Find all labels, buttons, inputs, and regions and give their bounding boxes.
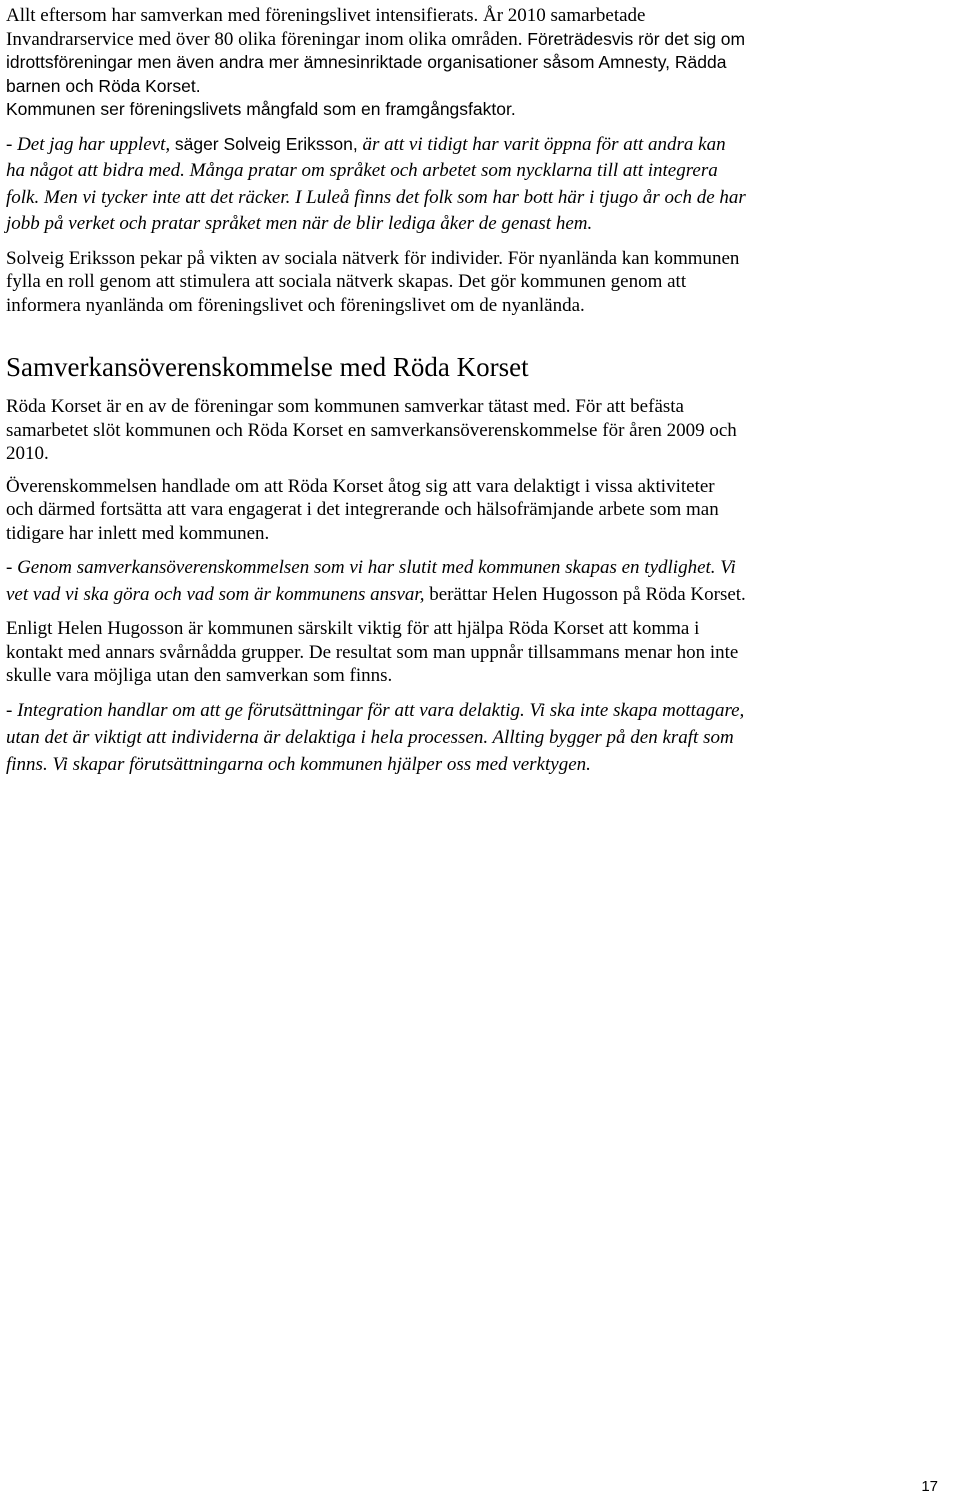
quote-helen xyxy=(6,554,746,608)
section-heading: Samverkansöverenskommelse med Röda Korset xyxy=(6,352,529,382)
quote-integration: - Integration handlar om att ge förutsättningar för att vara delaktig. Vi ska inte skapa mottagare, utan det är viktigt att individerna är delaktiga i hela processen. Allting bygger på den kraft som finns. Vi skapar förutsättningarna och kommunen hjälper oss med verktygen. xyxy=(6,699,745,775)
intro-sentence-3: Kommunen ser föreningslivets mångfald som en framgångsfaktor. xyxy=(6,99,516,119)
intro-paragraph xyxy=(6,4,746,122)
quote-solveig-part2: är att vi tidigt har varit öppna för att andra kan ha något att bidra med. Många pratar om språket och arbetet som nycklarna till att integrera folk. Men vi tycker inte att det räcker. I Luleå finns det folk som har bott här i tjugo år och de har jobb på verket och pratar språket men när de blir lediga åker de genast hem. xyxy=(6,133,746,234)
intro-sentence-2: Företrädesvis rör det sig om idrottsföreningar men även andra mer ämnesinriktade organisationer såsom Amnesty, Rädda barnen och Röda Korset. xyxy=(6,28,746,96)
intro-sentence-1: Allt eftersom har samverkan med föreningslivet intensifierats. År 2010 samarbetade Invandrarservice med över 80 olika föreningar inom olika områden. xyxy=(6,5,646,50)
quote-solveig-part1: - Det jag har upplevt, xyxy=(6,133,171,155)
networks-paragraph: Solveig Eriksson pekar på vikten av sociala nätverk för individer. För nyanlända kan kommunen fylla en roll genom att stimulera att sociala nätverk skapas. Det gör kommunen genom att informera nyanlända om föreningslivet och föreningslivet om de nyanlända. xyxy=(6,247,740,316)
quote-helen-part1: - Genom samverkansöverenskommelsen som vi har slutit med kommunen skapas en tydlighet. Vi vet vad vi ska göra och vad som är kommunens ansvar, xyxy=(6,557,736,605)
quote-solveig-speaker: säger Solveig Eriksson, xyxy=(174,133,358,154)
document-page xyxy=(6,4,746,787)
section-paragraph-3: Enligt Helen Hugosson är kommunen särskilt viktig för att hjälpa Röda Korset att komma i kontakt med annars svårnådda grupper. De resultat som man uppnår tillsammans menar hon inte skulle vara möjliga utan den samverkan som finns. xyxy=(6,618,739,686)
page-number: 17 xyxy=(921,1478,938,1495)
quote-helen-speaker: berättar Helen Hugosson på Röda Korset. xyxy=(429,584,746,605)
section-paragraph-2: Överenskommelsen handlade om att Röda Korset åtog sig att vara delaktigt i vissa aktiviteter och därmed fortsätta att vara engagerat i det integrerande och hälsofrämjande arbete som man tidigare har inlett med kommunen. xyxy=(6,475,719,544)
quote-solveig xyxy=(6,131,746,238)
section-paragraph-1: Röda Korset är en av de föreningar som kommunen samverkar tätast med. För att befästa samarbetet slöt kommunen och Röda Korset en samverkansöverenskommelse för åren 2009 och 2010. xyxy=(6,396,737,464)
